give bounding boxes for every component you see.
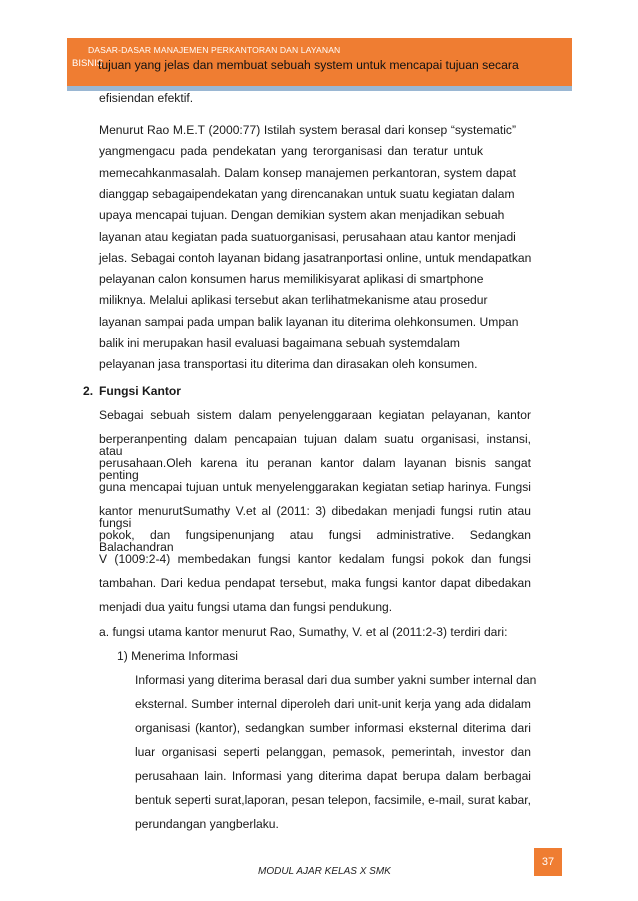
paragraph-line: perundangan yangberlaku. (135, 817, 279, 831)
paragraph-line: balik ini merupakan hasil evaluasi bagaimana sebuah systemdalam (99, 336, 460, 350)
paragraph-line: layanan sampai pada umpan balik layanan itu diterima olehkonsumen. Umpan (99, 314, 519, 329)
intro-tail: efisiendan efektif. (99, 91, 194, 105)
header-overlay-text: tujuan yang jelas dan membuat sebuah system untuk mencapai tujuan secara (98, 58, 519, 72)
paragraph-line: perusahaan lain. Informasi yang diterima dapat berupa dalam berbagai (135, 769, 531, 783)
paragraph-line: menjadi dua yaitu fungsi utama dan fungsi pendukung. (99, 600, 393, 614)
paragraph-line: upaya mencapai tujuan. Dengan demikian system akan menjadikan sebuah (99, 208, 505, 223)
paragraph-line: dianggap sebagaipendekatan yang direncanakan untuk suatu kegiatan dalam (99, 186, 515, 201)
paragraph-line: kantor menurutSumathy V.et al (2011: 3) dibedakan menjadi fungsi rutin atau fungsi (99, 504, 531, 531)
paragraph-line: organisasi (kantor), sedangkan sumber informasi eksternal diterima dari (135, 721, 531, 735)
paragraph-line: Menurut Rao M.E.T (2000:77) Istilah system berasal dari konsep “systematic” (99, 123, 516, 137)
paragraph-line: guna mencapai tujuan untuk menyelenggarakan kegiatan setiap harinya. Fungsi (99, 480, 531, 494)
list-item-a: a. fungsi utama kantor menurut Rao, Sumathy, V. et al (2011:2-3) terdiri dari: (99, 625, 508, 639)
paragraph-line: bentuk seperti surat,laporan, pesan telepon, facsimile, e-mail, surat kabar, (135, 793, 531, 807)
paragraph-line: berperanpenting dalam pencapaian tujuan dalam suatu organisasi, instansi, atau (99, 432, 531, 459)
paragraph-line: Informasi yang diterima berasal dari dua sumber yakni sumber internal dan (135, 673, 537, 687)
paragraph-line: memecahkanmasalah. Dalam konsep manajemen perkantoran, system dapat (99, 165, 516, 180)
paragraph-line: jelas. Sebagai contoh layanan bidang jasatranportasi online, untuk mendapatkan (99, 250, 532, 265)
footer-title: MODUL AJAR KELAS X SMK (258, 866, 391, 877)
paragraph-line: pelayanan jasa transportasi itu diterima dan dirasakan oleh konsumen. (99, 357, 478, 372)
paragraph-line: Sebagai sebuah sistem dalam penyelenggaraan kegiatan pelayanan, kantor (99, 408, 531, 422)
paragraph-line: miliknya. Melalui aplikasi tersebut akan terlihatmekanisme atau prosedur (99, 293, 488, 308)
paragraph-line: perusahaan.Oleh karena itu peranan kantor dalam layanan bisnis sangat penting (99, 456, 531, 483)
header-subtitle: BISNIS (72, 58, 104, 69)
page-number: 37 (534, 848, 562, 876)
list-item-1: 1) Menerima Informasi (117, 649, 238, 663)
paragraph-line: eksternal. Sumber internal diperoleh dari unit-unit kerja yang ada didalam (135, 697, 531, 711)
section-title: Fungsi Kantor (99, 384, 181, 398)
paragraph-line: luar organisasi seperti pelanggan, pemasok, pemerintah, investor dan (135, 745, 531, 759)
paragraph-line: layanan atau kegiatan pada suatuorganisasi, perusahaan atau kantor menjadi (99, 229, 516, 244)
header-title: DASAR-DASAR MANAJEMEN PERKANTORAN DAN LAYANAN (88, 45, 341, 55)
paragraph-line: pelayanan calon konsumen harus memilikisyarat aplikasi di smartphone (99, 272, 484, 287)
section-number: 2. (83, 384, 94, 398)
paragraph-line: yangmengacu pada pendekatan yang terorganisasi dan teratur untuk (99, 144, 483, 159)
paragraph-line: V (1009:2-4) membedakan fungsi kantor kedalam fungsi pokok dan fungsi (99, 552, 531, 566)
paragraph-line: tambahan. Dari kedua pendapat tersebut, maka fungsi kantor dapat dibedakan (99, 576, 531, 590)
paragraph-line: pokok, dan fungsipenunjang atau fungsi administrative. Sedangkan Balachandran (99, 528, 531, 555)
